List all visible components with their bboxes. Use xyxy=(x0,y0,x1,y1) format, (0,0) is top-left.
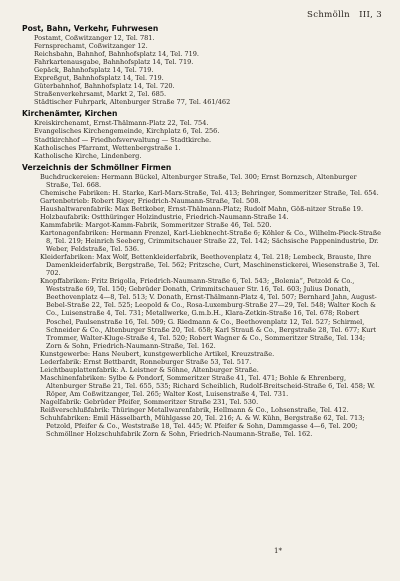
section-title: Verzeichnis der Schmöllner Firmen xyxy=(22,162,172,172)
list-item: Reichsbahn, Bahnhof, Bahnhofsplatz 14, Tel. 719. xyxy=(34,50,199,59)
list-item: Haushaltwarenfabrik: Max Bettkober, Ernst-Thälmann-Platz; Rudolf Mahn, Göß-nitzer Straße 19. xyxy=(40,204,364,213)
list-item: Gartenbetrieb: Robert Riger, Friedrich-Naumann-Straße, Tel. 508. xyxy=(40,196,261,205)
section-title: Kirchenämter, Kirchen xyxy=(22,109,118,119)
running-head-place: Schmölln xyxy=(307,10,351,20)
list-item: Stadtkirchhof — Friedhofsverwaltung — Stadtkirche. xyxy=(34,135,212,144)
section-title: Post, Bahn, Verkehr, Fuhrwesen xyxy=(22,24,159,33)
list-item: Lederfabrik: Ernst Bettbardt, Ronneburger Straße 53, Tel. 517. xyxy=(40,357,252,366)
list-item: Buchdruckereien: Hermann Bückel, Altenburger Straße, Tel. 300; Ernst Bornzsch, Altenburger Straße, Tel. 668. xyxy=(40,172,357,189)
list-item: Knopffabriken: Fritz Brigolla, Friedrich-Naumann-Straße 6, Tel. 543; „Bolenia“, Petzold & Co., Weststraße 69, Tel. 150; Gebrüder Donath, Crimmitschauer Str. 16, Tel. 603; Julius Donath, Beethovenplatz 4—8, Tel. 513; V. Donath, Ernst-Thälmann-Platz 4, Tel. 507; Bernhard Jahn, August-Bebel-Straße 22, Tel. 525; Leopold & Co., Rosa-Luxemburg-Straße 27—29, Tel. 548; Walter Koch & Co., Luisenstraße 4, Tel. 731; Metallwerke, G.m.b.H., Klara-Zetkin-Straße 16, Tel. 678; Robert Poschel, Paulsenstraße 16, Tel. 509; G. Riedmann & Co., Beethovenplatz 12, Tel. 527; Schirmel, Schneider & Co., Altenburger Straße 20, Tel. 658; Karl Strauß & Co., Bergstraße 28, Tel. 677; Kurt Trommer, Walter-Kluge-Straße 4, Tel. 520; Robert Wagner & Co., Sommeritzer Straße, Tel. 134; Zorn & Sohn, Friedrich-Naumann-Straße, Tel. 162. xyxy=(40,277,377,350)
list-item: Nagelfabrik: Gebrüder Pfeifer, Sommeritzer Straße 231, Tel. 530. xyxy=(40,397,259,406)
list-item: Chemische Fabriken: H. Starke, Karl-Marx-Straße, Tel. 413; Behringer, Sommeritzer Straße, Tel. 654. xyxy=(40,188,379,197)
section-list xyxy=(22,34,382,106)
list-item: Postamt, Coßwitzanger 12, Tel. 781. xyxy=(34,34,155,42)
list-item: Katholisches Pfarramt, Wettenbergstraße 1. xyxy=(34,143,181,152)
list-item: Fahrkartenausgabe, Bahnhofsplatz 14, Tel. 719. xyxy=(34,58,194,67)
signature-mark: 1* xyxy=(274,547,282,555)
list-item: Schuhfabriken: Emil Hässelbarth, Mühlgasse 20, Tel. 216; A. & W. Kühn, Bergstraße 62, Tel. 713; Petzold, Pfeifer & Co., Weststraße 18, Tel. 445; W. Pfeifer & Sohn, Dammgasse 4—6, Tel. 200; Schmöllner Holzschuhfabrik Zorn & Sohn, Friedrich-Naumann-Straße, Tel. 162. xyxy=(40,414,365,439)
list-item: Kartonagenfabriken: Hermann Frenzel, Karl-Liebknecht-Straße 6; Köhler & Co., Wilhelm-Pieck-Straße 8, Tel. 219; Heinrich Seeberg, Crimmitschauer Straße 22, Tel. 142; Sächsische Pappenindustrie, Dr. Weber, Feldstraße, Tel. 536. xyxy=(40,228,382,254)
list-item: Expreßgut, Bahnhofsplatz 14, Tel. 719. xyxy=(34,74,164,83)
list-item: Leichtbauplattenfabrik: A. Leistner & Söhne, Altenburger Straße. xyxy=(40,365,259,374)
section-list xyxy=(22,119,382,159)
list-item: Kleiderfabriken: Max Wolf, Bettenkleiderfabrik, Beethovenplatz 4, Tel. 218; Lembeck, Brauste, Ihre Damenkleiderfabrik, Bergstraße, Tel. 562; Fritzsche, Curt, Maschinenstickerei, Wiesenstraße 3, Tel. 702. xyxy=(40,253,380,278)
list-item: Evangelisches Kirchengemeinde, Kirchplatz 6, Tel. 256. xyxy=(34,127,220,136)
list-item: Straßenverkehrsamt, Markt 2, Tel. 685. xyxy=(34,90,167,99)
list-item: Maschinenfabriken: Sylbe & Pondorf, Sommeritzer Straße 41, Tel. 471; Bohle & Ehrenberg, Altenburger Straße 21, Tel. 655, 535; Richard Scheiblich, Rudolf-Breitscheid-Straße 6, Tel. 458; W. Röper, Am Coßwitzanger, Tel. 265; Walter Kost, Luisenstraße 4, Tel. 731. xyxy=(40,373,375,398)
list-item: Fernsprechamt, Coßwitzanger 12. xyxy=(34,42,148,51)
list-item: Kammfabrik: Margot-Kamm-Fabrik, Sommeritzer Straße 46, Tel. 520. xyxy=(40,220,272,229)
running-head xyxy=(22,10,382,20)
list-item: Kreiskirchenamt, Ernst-Thälmann-Platz 22, Tel. 754. xyxy=(34,119,209,128)
section-list xyxy=(22,173,382,439)
list-item: Reißverschlußfabrik: Thüringer Metallwarenfabrik, Hellmann & Co., Lohsenstraße, Tel. 412. xyxy=(40,406,349,415)
list-item: Güterbahnhof, Bahnhofsplatz 14, Tel. 720. xyxy=(34,82,175,91)
list-item: Holzbaufabrik: Ostthüringer Holzindustrie, Friedrich-Naumann-Straße 14. xyxy=(40,212,289,221)
list-item: Gepäck, Bahnhofsplatz 14, Tel. 719. xyxy=(34,66,154,75)
running-head-section: III, 3 xyxy=(359,10,382,20)
list-item: Katholische Kirche, Lindenberg. xyxy=(34,151,142,160)
list-item: Städtischer Fuhrpark, Altenburger Straße 77, Tel. 461/462 xyxy=(34,98,231,107)
list-item: Kunstgewerbe: Hans Neubert, kunstgewerbliche Artikel, Kreuzstraße. xyxy=(40,349,275,358)
